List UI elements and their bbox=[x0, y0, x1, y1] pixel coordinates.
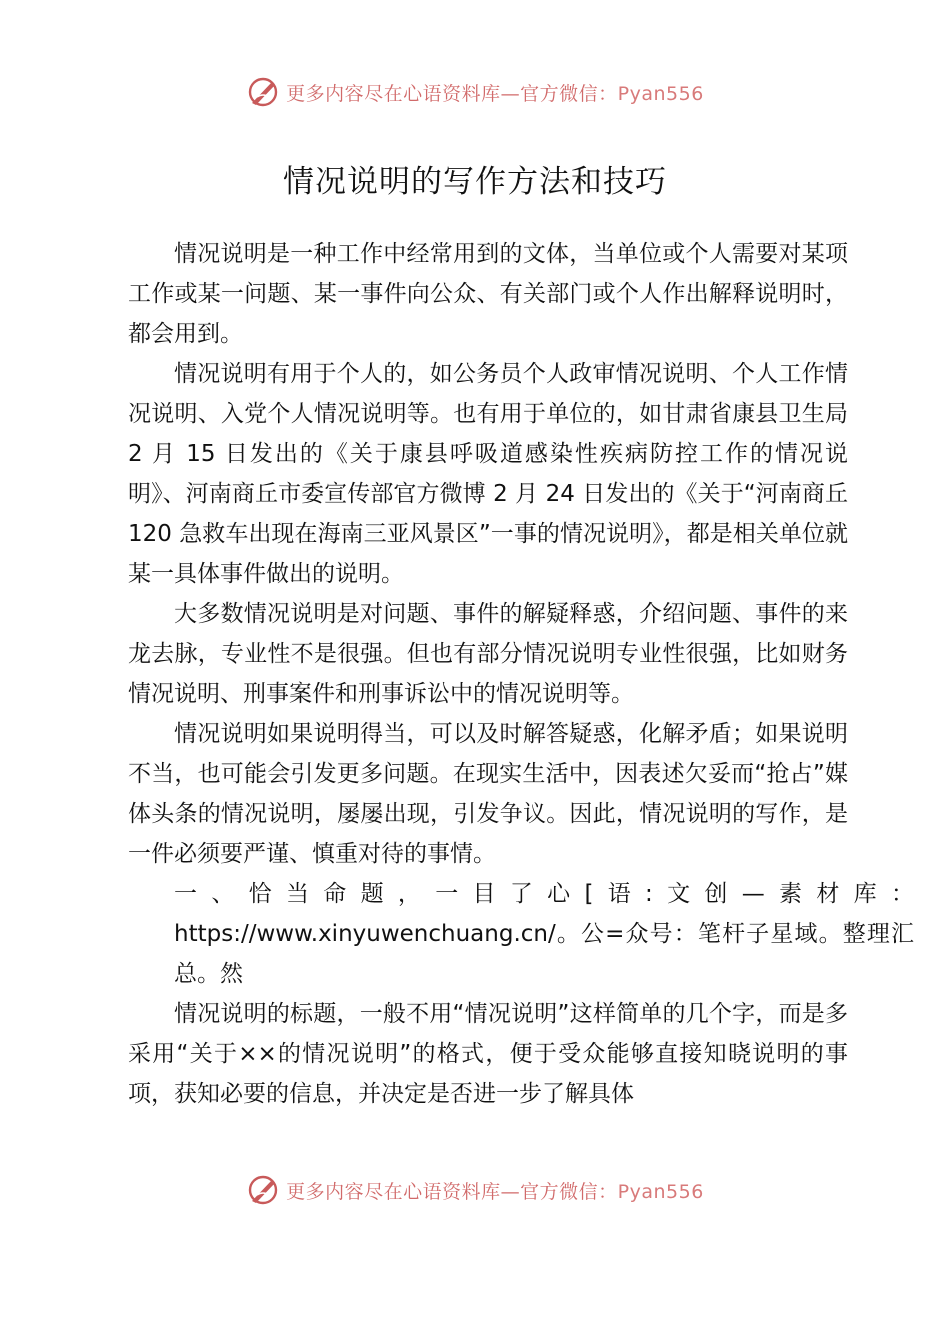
document-title: 情况说明的写作方法和技巧 bbox=[283, 164, 667, 200]
paragraph-3: 大多数情况说明是对问题、事件的解疑释惑，介绍问题、事件的来龙去脉，专业性不是很强。但也有部分情况说明专业性很强，比如财务情况说明、刑事案件和刑事诉讼中的情况说明等。 bbox=[128, 601, 848, 707]
header-banner bbox=[0, 72, 950, 112]
paragraph-5: 情况说明的标题，一般不用“情况说明”这样简单的几个字，而是多采用“关于××的情况说明”的格式，便于受众能够直接知晓说明的事项，获知必要的信息，并决定是否进一步了解具体 bbox=[128, 1001, 848, 1107]
paragraph-1: 情况说明是一种工作中经常用到的文体，当单位或个人需要对某项工作或某一问题、某一事件向公众、有关部门或个人作出解释说明时，都会用到。 bbox=[128, 241, 848, 347]
section-heading-1: 一、恰当命题，一目了心[语:文创—素材库：https://www.xinyuwenchuang.cn/。公=众号：笔杆子星域。整理汇总。然 bbox=[174, 881, 914, 987]
banner-text: 更多内容尽在心语资料库—官方微信：Pyan556 bbox=[286, 82, 704, 105]
wechat-id: Pyan556 bbox=[617, 1180, 704, 1203]
pen-logo-icon bbox=[246, 75, 280, 109]
paragraph-4: 情况说明如果说明得当，可以及时解答疑惑，化解矛盾；如果说明不当，也可能会引发更多问题。在现实生活中，因表述欠妥而“抢占”媒体头条的情况说明，屡屡出现，引发争议。因此，情况说明的写作，是一件必须要严谨、慎重对待的事情。 bbox=[128, 721, 848, 867]
banner-text: 更多内容尽在心语资料库—官方微信：Pyan556 bbox=[286, 1180, 704, 1203]
paragraph-2: 情况说明有用于个人的，如公务员个人政审情况说明、个人工作情况说明、入党个人情况说明等。也有用于单位的，如甘肃省康县卫生局 2 月 15 日发出的《关于康县呼吸道感染性疾病防控工作的情况说明》、河南商丘市委宣传部官方微博 2 月 24 日发出的《关于“河南商丘 120 急救车出现在海南三亚风景区”一事的情况说明》，都是相关单位就某一具体事件做出的说明。 bbox=[128, 361, 848, 587]
wechat-id: Pyan556 bbox=[617, 82, 704, 105]
footer-banner bbox=[0, 1170, 950, 1210]
pen-logo-icon bbox=[246, 1173, 280, 1207]
document-body bbox=[128, 234, 914, 1114]
